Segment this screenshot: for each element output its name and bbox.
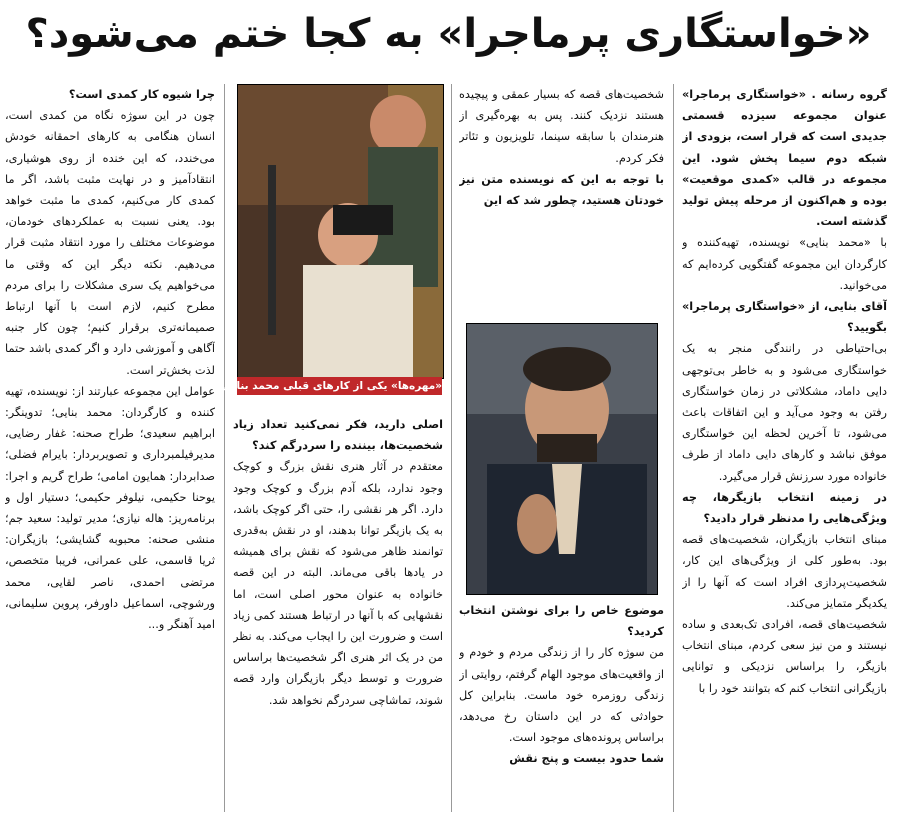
scene-photo (237, 84, 444, 379)
credits-paragraph: عوامل این مجموعه عبارتند از: نویسنده، تهیه کننده و کارگردان: محمد بنایی؛ تدوینگر: ابراهیم سعیدی؛ طراح صحنه: غفار رضایی، مدیرفیلمبرداری و تصویربردار: بایرام فضلی؛ صدابردار: همایون امامی؛ طراح گریم و اجرا: یوحنا حکیمی، نیلوفر حکیمی؛ دستیار اول و برنامه‌ریز: هاله نیازی؛ مدیر تولید: سعید جم؛ منشی صحنه: محبوبه گشایشی؛ بازیگران: ثریا قاسمی، علی عمرانی، فریبا متخصص، مرتضی احمدی، ناصر لقایی، محمد ورشوچی، اسماعیل داورفر، پروین سلیمانی، امید آهنگر و... (5, 384, 215, 632)
interview-question: شما حدود بیست و پنج نقش (509, 752, 664, 766)
article-column-1 (682, 84, 887, 814)
paragraph: بی‌احتیاطی در رانندگی منجر به یک خواستگاری می‌شود و به خاطر بی‌توجهی دایی داماد، مشکلاتی در زمان خواستگاری رفتن به وجود می‌آید و این اتفاقات باعث می‌شود، تا آخرین لحظه این خواستگاری موفق نباشد و کارهای دایی داماد از طرف خانواده مورد سرزنش قرار می‌گیرد. (682, 342, 887, 483)
interview-question: موضوع خاص را برای نوشتن انتخاب کردید؟ (459, 604, 664, 639)
paragraph: چون در این سوژه نگاه من کمدی است، انسان هنگامی به کارهای احمقانه خودش می‌خندد، که این خنده از روی هوشیاری، انتقادآمیز و در نهایت مثبت باشد، اگر ما کمدی کار می‌کنیم، کمدی ما مثبت خواهد بود. یعنی نسبت به عملکردهای خودمان، موضوعات مختلف را مورد انتقاد مثبت قرار می‌دهیم. نکته دیگر این که وقتی ما می‌خواهیم یک سری مشکلات را برای مردم مطرح کنیم، لازم است با آنها ارتباط صمیمانه‌تری برقرار کنیم؛ چون کار جنبه آگاهی و آموزشی دارد و اگر کمدی باشد حتما لذت بخش‌تر است. (5, 109, 215, 377)
scene-photo-image (238, 85, 443, 378)
paragraph: مبنای انتخاب بازیگران، شخصیت‌های قصه بود. به‌طور کلی از ویژگی‌های این کار، شخصیت‌پردازی افراد است که آنها را از یکدیگر متمایز می‌کند. (682, 533, 887, 610)
portrait-photo-image (467, 324, 657, 594)
column-rule (451, 84, 452, 812)
intro-paragraph: گروه رسانه . «خواستگاری پرماجرا» عنوان مجموعه سیزده قسمتی جدیدی است که قرار است، بزودی از شبکه دوم سیما پخش شود. این مجموعه در قالب «کمدی موقعیت» بوده و هم‌اکنون از مرحله پیش تولید گذشته است. (682, 88, 887, 229)
paragraph: با «محمد بنایی» نویسنده، تهیه‌کننده و کارگردان این مجموعه گفتگویی کرده‌ایم که می‌خوانید. (682, 236, 887, 292)
column-rule (224, 84, 225, 812)
portrait-photo (466, 323, 658, 595)
paragraph: شخصیت‌های قصه، افرادی تک‌بعدی و ساده نیستند و من نیز سعی کردم، مبنای انتخاب بازیگر، را براساس نزدیکی و توانایی بازیگرانی انتخاب کنم که بتوانند خود را با (682, 618, 887, 695)
photo-caption: «مهره‌ها» یکی از کارهای قبلی محمد بنایی (237, 377, 442, 395)
interview-question: در زمینه انتخاب بازیگرها، چه ویژگی‌هایی را مدنظر قرار دادید؟ (682, 490, 887, 526)
article-column-4 (5, 84, 215, 814)
column-rule (673, 84, 674, 812)
interview-question: اصلی دارید، فکر نمی‌کنید تعداد زیاد شخصیت‌ها، بیننده را سردرگم کند؟ (233, 418, 443, 453)
paragraph: من سوژه کار را از زندگی مردم و خودم و از واقعیت‌های موجود الهام گرفتم، روایتی از زندگی روزمره خود ماست. بنابراین کل حوادثی که در این داستان رخ می‌دهد، براساس پرونده‌های موجود است. (459, 646, 664, 745)
paragraph: شخصیت‌های قصه که بسیار عمقی و پیچیده هستند نزدیک کنند. پس به بهره‌گیری از هنرمندان با سابقه سینما، تلویزیون و تئاتر فکر کردم. (459, 88, 664, 165)
interview-question: آقای بنایی، از «خواستگاری پرماجرا» بگویید؟ (682, 300, 887, 335)
interview-question: چرا شیوه کار کمدی است؟ (68, 88, 215, 101)
interview-question: با توجه به این که نویسنده متن نیز خودتان هستید، چطور شد که این (459, 172, 664, 208)
headline: «خواستگاری پرماجرا» به کجا ختم می‌شود؟ (25, 11, 872, 57)
paragraph: معتقدم در آثار هنری نقش بزرگ و کوچک وجود ندارد، بلکه آدم بزرگ و کوچک وجود دارد. اگر هر نقشی را، حتی اگر کوچک باشد، به یک بازیگر توانا بدهند، او در نقش به‌قدری توانمند ظاهر می‌شود که نقش برای همیشه در یادها باقی می‌ماند. البته در این قصه خانواده به عنوان محور اصلی است، اما نقشهایی که با آنها در ارتباط هستند کمی زیاد است و ضرورت این را ایجاب می‌کند. به نظر من در یک اثر هنری اگر شخصیت‌ها براساس ضرورت و توسط دیگر بازیگران وارد قصه شوند، تماشاچی سردرگم نخواهد شد. (233, 460, 443, 707)
